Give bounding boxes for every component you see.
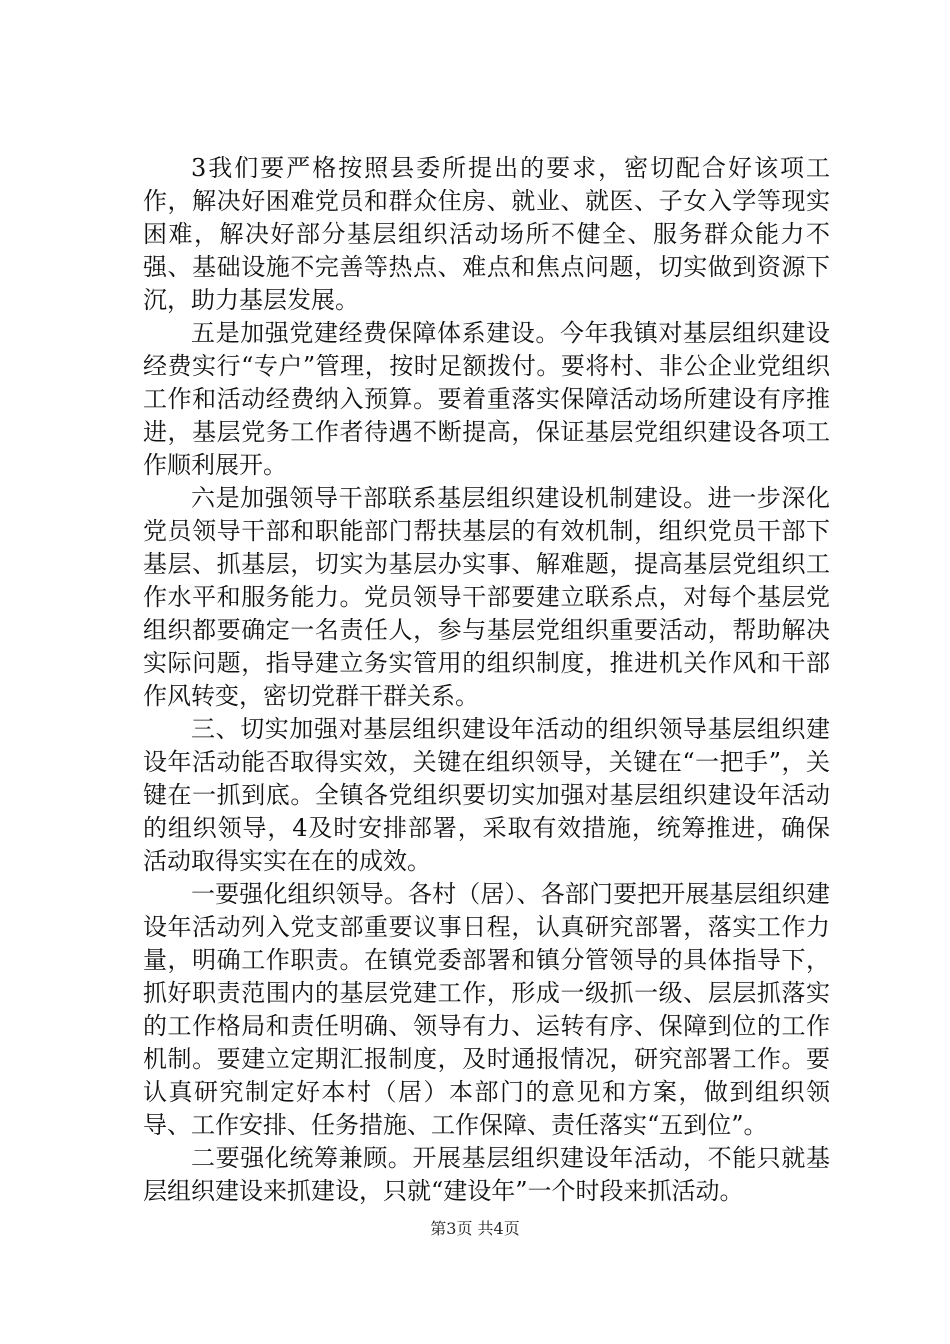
document-body: [143, 152, 830, 1208]
paragraph: 一要强化组织领导。各村（居）、各部门要把开展基层组织建设年活动列入党支部重要议事日程，认真研究部署，落实工作力量，明确工作职责。在镇党委部署和镇分管领导的具体指导下，抓好职责范围内的基层党建工作，形成一级抓一级、层层抓落实的工作格局和责任明确、领导有力、运转有序、保障到位的工作机制。要建立定期汇报制度，及时通报情况，研究部署工作。要认真研究制定好本村（居）本部门的意见和方案，做到组织领导、工作安排、任务措施、工作保障、责任落实“五到位”。: [143, 880, 830, 1139]
paragraph: 三、切实加强对基层组织建设年活动的组织领导基层组织建设年活动能否取得实效，关键在组织领导，关键在“一把手”，关键在一抓到底。全镇各党组织要切实加强对基层组织建设年活动的组织领导，4及时安排部署，采取有效措施，统筹推进，确保活动取得实实在在的成效。: [143, 715, 830, 875]
paragraph: 二要强化统筹兼顾。开展基层组织建设年活动，不能只就基层组织建设来抓建设，只就“建设年”一个时段来抓活动。: [143, 1144, 830, 1205]
paragraph: 3我们要严格按照县委所提出的要求，密切配合好该项工作，解决好困难党员和群众住房、就业、就医、子女入学等现实困难，解决好部分基层组织活动场所不健全、服务群众能力不强、基础设施不完善等热点、难点和焦点问题，切实做到资源下沉，助力基层发展。: [143, 154, 830, 314]
paragraph: 五是加强党建经费保障体系建设。今年我镇对基层组织建设经费实行“专户”管理，按时足额拨付。要将村、非公企业党组织工作和活动经费纳入预算。要着重落实保障活动场所建设有序推进，基层党务工作者待遇不断提高，保证基层党组织建设各项工作顺利展开。: [143, 319, 830, 479]
page-footer: 第3页 共4页: [430, 1219, 520, 1238]
paragraph: 六是加强领导干部联系基层组织建设机制建设。进一步深化党员领导干部和职能部门帮扶基层的有效机制，组织党员干部下基层、抓基层，切实为基层办实事、解难题，提高基层党组织工作水平和服务能力。党员领导干部要建立联系点，对每个基层党组织都要确定一名责任人，参与基层党组织重要活动，帮助解决实际问题，指导建立务实管用的组织制度，推进机关作风和干部作风转变，密切党群干群关系。: [143, 484, 830, 710]
